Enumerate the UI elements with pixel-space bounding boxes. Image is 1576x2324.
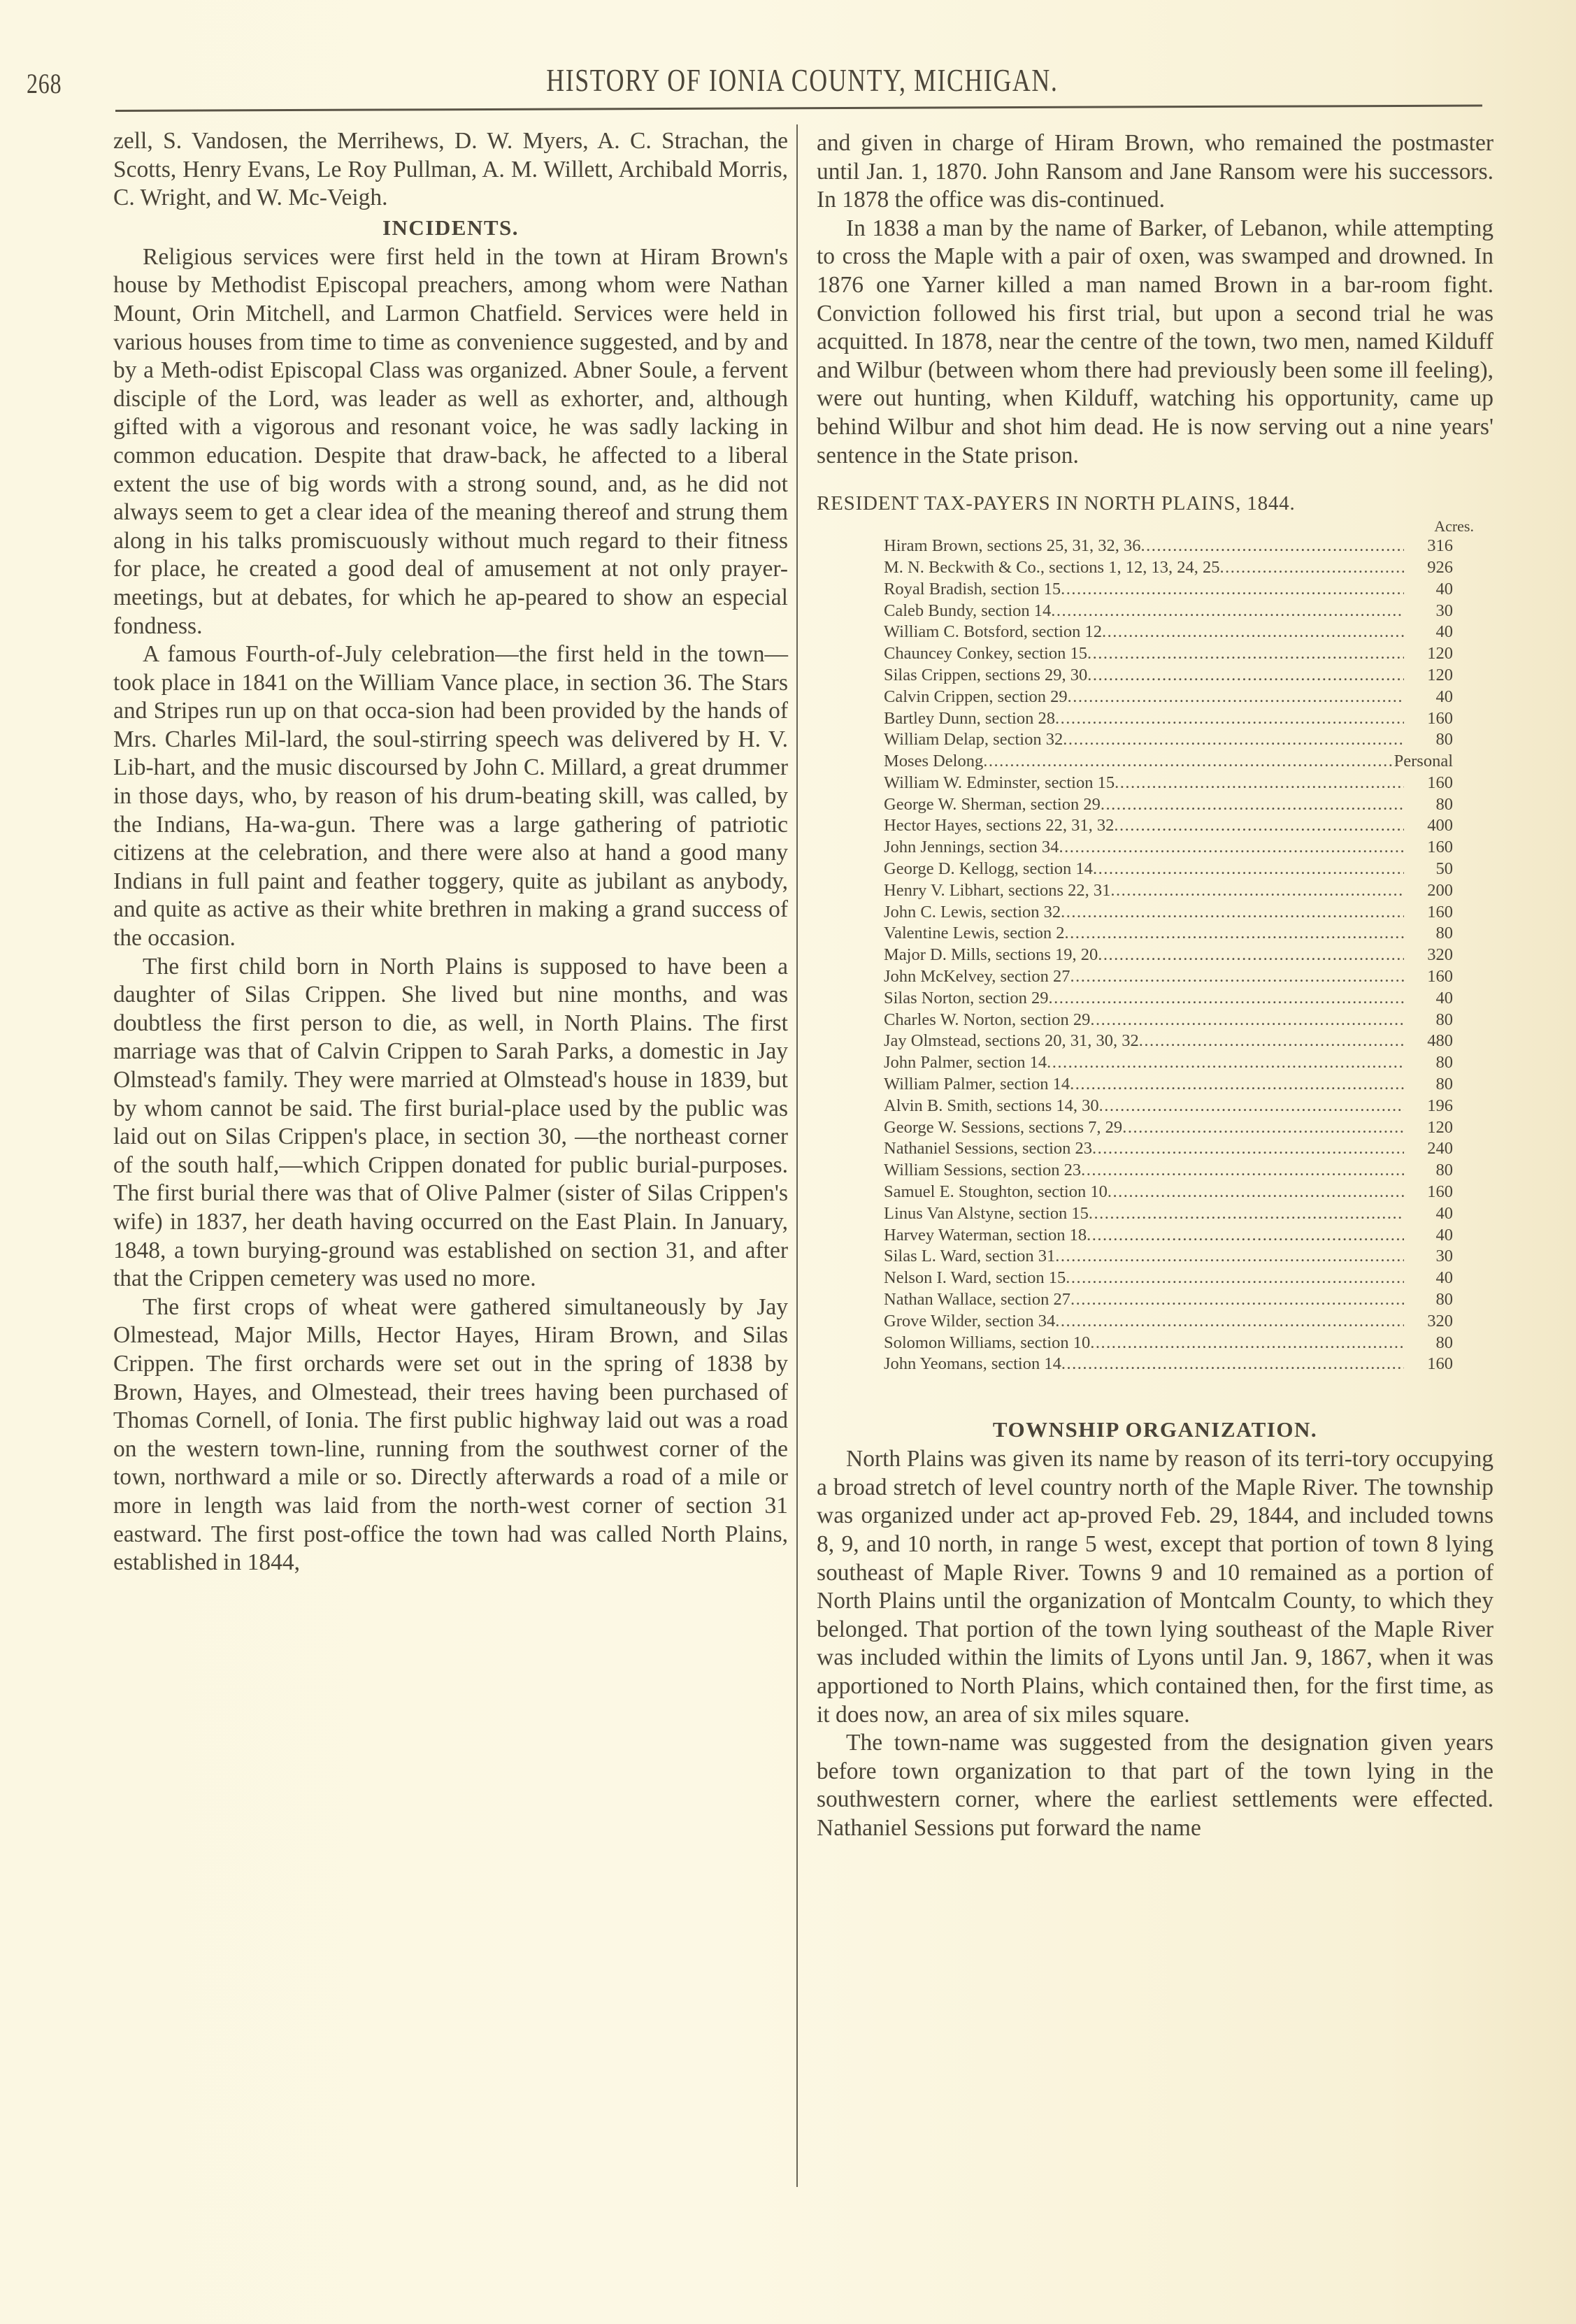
- table-row: [884, 1010, 1453, 1031]
- leader-dots: [1219, 557, 1404, 579]
- continuation-paragraph: zell, S. Vandosen, the Merrihews, D. W. Myers, A. C. Strachan, the Scotts, Henry Evans, Le Roy Pullman, A. M. Willett, Archibald Morris, C. Wright, and W. Mc-Veigh.: [113, 128, 788, 211]
- tax-payer-name: Caleb Bundy, section 14: [884, 601, 1052, 620]
- spacer: [817, 1375, 1493, 1414]
- tax-payer-acres: 160: [1427, 838, 1453, 857]
- tax-payer-name: George W. Sessions, sections 7, 29: [884, 1117, 1123, 1137]
- leader-dots: [1093, 859, 1404, 880]
- tax-payer-acres: 80: [1435, 1161, 1453, 1180]
- leader-dots: [1102, 622, 1404, 643]
- leader-dots: [1070, 966, 1405, 988]
- table-row: [884, 1333, 1453, 1354]
- tax-payer-acres: 80: [1435, 1010, 1453, 1029]
- tax-payer-name: Moses Delong: [884, 752, 984, 771]
- leader-dots: [1089, 1203, 1404, 1225]
- leader-dots: [1081, 1160, 1404, 1182]
- leader-dots: [1048, 988, 1404, 1010]
- leader-dots: [1090, 1333, 1404, 1354]
- table-row: [884, 1289, 1453, 1311]
- table-row: [884, 902, 1453, 924]
- tax-payer-acres: 80: [1435, 1333, 1453, 1352]
- tax-payer-acres: 316: [1427, 536, 1453, 556]
- tax-payer-name: William Palmer, section 14: [884, 1075, 1070, 1094]
- tax-payer-name: William Delap, section 32: [884, 730, 1063, 749]
- leader-dots: [1087, 665, 1404, 687]
- tax-payer-name: Chauncey Conkey, section 15: [884, 644, 1087, 664]
- table-row: [884, 773, 1453, 794]
- tax-payer-acres: 30: [1435, 601, 1453, 620]
- table-row: [884, 1246, 1453, 1268]
- table-row: [884, 1311, 1453, 1333]
- leader-dots: [1070, 1289, 1404, 1311]
- tax-payer-name: Henry V. Libhart, sections 22, 31: [884, 880, 1111, 900]
- table-row: [884, 557, 1453, 579]
- tax-payer-name: Harvey Waterman, section 18: [884, 1225, 1087, 1245]
- tax-payer-name: William W. Edminster, section 15: [884, 773, 1115, 792]
- running-title: [0, 62, 1576, 99]
- table-row: [884, 622, 1453, 643]
- tax-payer-name: George W. Sherman, section 29: [884, 794, 1101, 814]
- tax-payer-name: John C. Lewis, section 32: [884, 902, 1061, 921]
- leader-dots: [1110, 880, 1404, 902]
- tax-payer-name: Solomon Williams, section 10: [884, 1333, 1091, 1352]
- leader-dots: [1059, 837, 1404, 859]
- table-row: [884, 1074, 1453, 1096]
- continuation-paragraph: and given in charge of Hiram Brown, who remained the postmaster until Jan. 1, 1870. John Ransom and Jane Ransom were his successors. In 1878 the office was dis-continued.: [817, 130, 1493, 213]
- left-column: [113, 127, 788, 1577]
- tax-payer-name: Samuel E. Stoughton, section 10: [884, 1182, 1108, 1202]
- leader-dots: [1139, 1031, 1404, 1052]
- table-row: [884, 1268, 1453, 1289]
- tax-payer-name: William C. Botsford, section 12: [884, 622, 1103, 642]
- table-row: [884, 1225, 1453, 1247]
- table-row: [884, 837, 1453, 859]
- tax-payer-acres: 160: [1427, 1354, 1453, 1374]
- tax-payer-acres: 50: [1435, 859, 1453, 879]
- tax-payer-acres: 160: [1427, 708, 1453, 728]
- leader-dots: [1090, 1010, 1404, 1031]
- table-row: [884, 794, 1453, 816]
- tax-payer-name: Major D. Mills, sections 19, 20: [884, 945, 1098, 965]
- table-row: [884, 966, 1453, 988]
- leader-dots: [1099, 1096, 1404, 1117]
- tax-payer-acres: 320: [1427, 945, 1453, 965]
- table-row: [884, 1354, 1453, 1375]
- tax-payer-acres: 160: [1427, 967, 1453, 987]
- tax-payer-acres: 160: [1427, 902, 1453, 921]
- tax-payer-acres: 80: [1435, 1075, 1453, 1094]
- table-row: [884, 751, 1453, 773]
- table-row: [884, 601, 1453, 622]
- tax-payer-acres: 30: [1435, 1247, 1453, 1266]
- tax-payer-name: John Jennings, section 34: [884, 838, 1059, 857]
- leader-dots: [1114, 815, 1404, 837]
- table-row: [884, 665, 1453, 687]
- tax-payer-acres: 80: [1435, 924, 1453, 943]
- column-divider: [796, 124, 798, 2187]
- tax-payer-acres: 80: [1435, 794, 1453, 814]
- tax-payer-acres: 926: [1427, 557, 1453, 577]
- tax-payer-acres: 40: [1435, 1268, 1453, 1288]
- section-heading-township-organization: TOWNSHIP ORGANIZATION.: [992, 1417, 1318, 1442]
- tax-payer-acres: Personal: [1394, 752, 1453, 771]
- leader-dots: [1140, 536, 1404, 557]
- tax-payer-acres: 80: [1435, 730, 1453, 749]
- table-row: [884, 859, 1453, 880]
- tax-payer-acres: 200: [1427, 880, 1453, 900]
- leader-dots: [1055, 1311, 1404, 1333]
- table-row: [884, 687, 1453, 708]
- tax-payer-acres: 120: [1427, 644, 1453, 664]
- tax-payer-name: Hiram Brown, sections 25, 31, 32, 36: [884, 536, 1141, 556]
- leader-dots: [1068, 687, 1404, 708]
- table-row: [884, 1052, 1453, 1074]
- acres-column-label: Acres.: [1434, 517, 1474, 536]
- table-row: [884, 815, 1453, 837]
- leader-dots: [1061, 579, 1404, 601]
- tax-payer-acres: 480: [1427, 1031, 1453, 1051]
- leader-dots: [1108, 1182, 1404, 1203]
- leader-dots: [1087, 643, 1404, 665]
- tax-payer-acres: 400: [1427, 816, 1453, 835]
- tax-payer-acres: 196: [1427, 1096, 1453, 1115]
- paragraph: The first child born in North Plains is supposed to have been a daughter of Silas Crippen. She lived but nine months, and was doubtless the first person to die, as well, in North Plains. The first marriage was that of Calvin Crippen to Sarah Parks, a domestic in Jay Olmstead's family. They were married at Olmstead's house in 1839, but by whom cannot be said. The first burial-place used by the public was laid out on Silas Crippen's place, in section 30, —the northeast corner of the south half,—which Crippen donated for public burial-purposes. The first burial there was that of Olive Palmer (sister of Silas Crippen's wife) in 1837, her death having occurred on the East Plain. In January, 1848, a town burying-ground was established on section 31, and after that the Crippen cemetery was used no more.: [113, 953, 788, 1292]
- tax-payer-name: Nathaniel Sessions, section 23: [884, 1139, 1093, 1159]
- tax-payer-name: M. N. Beckwith & Co., sections 1, 12, 13, 24, 25: [884, 557, 1220, 577]
- leader-dots: [1087, 1225, 1404, 1247]
- table-row: [884, 945, 1453, 966]
- leader-dots: [1098, 945, 1404, 966]
- paragraph: A famous Fourth-of-July celebration—the first held in the town—took place in 1841 on the William Vance place, in section 36. The Stars and Stripes run up on that occa-sion had been provided by the hands of Mrs. Charles Mil-lard, the soul-stirring speech was delivered by H. V. Lib-hart, and the music discoursed by John C. Millard, a great drummer in those days, who, by reason of his drum-beating skill, was called, by the Indians, Ha-wa-gun. There was a large gathering of patriotic citizens at the celebration, and there were also at hand a good many Indians in full paint and feather toggery, quite as jubilant as anybody, and quite as active as their white brethren in making a grand success of the occasion.: [113, 641, 788, 952]
- table-row: [884, 988, 1453, 1010]
- tax-payer-name: George D. Kellogg, section 14: [884, 859, 1093, 879]
- right-column: [817, 129, 1493, 1843]
- tax-payer-acres: 160: [1427, 773, 1453, 792]
- leader-dots: [1063, 729, 1404, 751]
- leader-dots: [1066, 1268, 1404, 1289]
- tax-payer-name: Silas L. Ward, section 31: [884, 1247, 1056, 1266]
- table-row: [884, 536, 1453, 557]
- leader-dots: [1115, 773, 1404, 794]
- tax-payer-acres: 80: [1435, 1290, 1453, 1310]
- leader-dots: [1065, 923, 1404, 945]
- tax-payer-acres: 40: [1435, 579, 1453, 598]
- tax-payer-acres: 160: [1427, 1182, 1453, 1202]
- tax-payer-name: John Palmer, section 14: [884, 1053, 1047, 1073]
- leader-dots: [1051, 601, 1404, 622]
- paragraph: The first crops of wheat were gathered simultaneously by Jay Olmestead, Major Mills, Hector Hayes, Hiram Brown, and Silas Crippen. The first orchards were set out in the spring of 1838 by Brown, Hayes, and Olmestead, their trees having been purchased of Thomas Cornell, of Ionia. The first public highway laid out was a road on the western town-line, running from the southwest corner of the town, northward a mile or so. Directly afterwards a road of a mile or more in length was laid from the north-west corner of section 31 eastward. The first post-office the town had was called North Plains, established in 1844,: [113, 1293, 788, 1576]
- tax-table-heading: RESIDENT TAX-PAYERS IN NORTH PLAINS, 1844.: [817, 492, 1296, 515]
- tax-payer-name: Hector Hayes, sections 22, 31, 32: [884, 816, 1115, 835]
- tax-payer-name: Alvin B. Smith, sections 14, 30: [884, 1096, 1099, 1115]
- table-row: [884, 1138, 1453, 1160]
- leader-dots: [1092, 1138, 1404, 1160]
- tax-payer-acres: 120: [1427, 1117, 1453, 1137]
- tax-payer-name: John Yeomans, section 14: [884, 1354, 1061, 1374]
- leader-dots: [1070, 1074, 1404, 1096]
- table-row: [884, 729, 1453, 751]
- leader-dots: [1122, 1117, 1404, 1139]
- tax-payer-acres: 320: [1427, 1311, 1453, 1330]
- table-row: [884, 1031, 1453, 1052]
- leader-dots: [1101, 794, 1404, 816]
- tax-payer-acres: 40: [1435, 1203, 1453, 1223]
- table-row: [884, 1203, 1453, 1225]
- table-row: [884, 1182, 1453, 1203]
- page-number: 268: [27, 68, 62, 99]
- tax-payer-name: Nathan Wallace, section 27: [884, 1290, 1070, 1310]
- paragraph: North Plains was given its name by reason of its terri-tory occupying a broad stretch of level country north of the Maple River. The township was organized under act ap-proved Feb. 29, 1844, and included towns 8, 9, and 10 north, in range 5 west, except that portion of town 8 lying southeast of Maple River. Towns 9 and 10 remained as a portion of North Plains until the organization of Montcalm County, to which they belonged. That portion of the town lying southeast of the Maple River was included within the limits of Lyons until Jan. 9, 1867, when it was apportioned to North Plains, which contained then, for the first time, as it does now, an area of six miles square.: [817, 1446, 1493, 1728]
- header-rule: [115, 104, 1482, 112]
- tax-payer-acres: 80: [1435, 1053, 1453, 1073]
- table-row: [884, 579, 1453, 601]
- table-row: [884, 1096, 1453, 1117]
- table-row: [884, 643, 1453, 665]
- table-row: [884, 923, 1453, 945]
- paragraph: In 1838 a man by the name of Barker, of Lebanon, while attempting to cross the Maple with a pair of oxen, was swamped and drowned. In 1876 one Yarner killed a man named Brown in a bar-room fight. Conviction followed his first trial, but upon a second trial he was acquitted. In 1878, near the centre of the town, two men, named Kilduff and Wilbur (between whom there had previously been some ill feeling), were out hunting, when Kilduff, watching his opportunity, came up behind Wilbur and shot him dead. He is now serving out a nine years' sentence in the State prison.: [817, 215, 1493, 468]
- tax-payer-acres: 40: [1435, 988, 1453, 1007]
- paragraph: The town-name was suggested from the designation given years before town organization to that part of the town lying in the southwestern corner, where the earliest settlements were effected. Nathaniel Sessions put forward the name: [817, 1730, 1493, 1841]
- leader-dots: [1047, 1052, 1404, 1074]
- table-row: [884, 1117, 1453, 1139]
- tax-payer-acres: 240: [1427, 1139, 1453, 1159]
- tax-payer-name: William Sessions, section 23: [884, 1161, 1082, 1180]
- tax-payer-acres: 40: [1435, 622, 1453, 642]
- leader-dots: [1061, 902, 1404, 924]
- table-row: [884, 880, 1453, 902]
- tax-payer-name: Charles W. Norton, section 29: [884, 1010, 1091, 1029]
- leader-dots: [1055, 708, 1404, 730]
- table-row: [884, 708, 1453, 730]
- tax-payer-name: Bartley Dunn, section 28: [884, 708, 1055, 728]
- tax-payer-name: Linus Van Alstyne, section 15: [884, 1203, 1089, 1223]
- tax-payer-name: Silas Norton, section 29: [884, 988, 1049, 1007]
- leader-dots: [1061, 1354, 1404, 1375]
- tax-payers-table: [884, 536, 1453, 1375]
- tax-payer-acres: 40: [1435, 1225, 1453, 1245]
- tax-payer-name: Royal Bradish, section 15: [884, 579, 1061, 598]
- tax-payer-name: Silas Crippen, sections 29, 30: [884, 665, 1088, 684]
- tax-payer-name: Grove Wilder, section 34: [884, 1311, 1056, 1330]
- tax-payer-name: Nelson I. Ward, section 15: [884, 1268, 1066, 1288]
- tax-payer-name: Jay Olmstead, sections 20, 31, 30, 32: [884, 1031, 1139, 1051]
- tax-payer-name: John McKelvey, section 27: [884, 967, 1070, 987]
- tax-payer-name: Valentine Lewis, section 2: [884, 924, 1065, 943]
- running-title-text: HISTORY OF IONIA COUNTY, MICHIGAN.: [545, 62, 1059, 98]
- leader-dots: [983, 751, 1394, 773]
- table-row: [884, 1160, 1453, 1182]
- tax-payer-acres: 120: [1427, 665, 1453, 684]
- tax-payer-name: Calvin Crippen, section 29: [884, 687, 1068, 706]
- leader-dots: [1055, 1246, 1404, 1268]
- paragraph: Religious services were first held in the town at Hiram Brown's house by Methodist Episcopal preachers, among whom were Nathan Mount, Orin Mitchell, and Larmon Chatfield. Services were held in various houses from time to time as convenience suggested, and by and by a Meth-odist Episcopal Class was organized. Abner Soule, a fervent disciple of the Lord, was leader as well as exhorter, and, although gifted with a vigorous and resonant voice, he was sadly lacking in common education. Despite that draw-back, he affected to a liberal extent the use of big words with a strong sound, and, as he did not always seem to get a clear idea of the meaning thereof and strung them along in his talks promiscuously without much regard to their fitness for place, he created a good deal of amusement at not only prayer-meetings, but at debates, for which he ap-peared to show an especial fondness.: [113, 243, 788, 639]
- tax-payer-acres: 40: [1435, 687, 1453, 706]
- section-heading-incidents: INCIDENTS.: [382, 215, 520, 240]
